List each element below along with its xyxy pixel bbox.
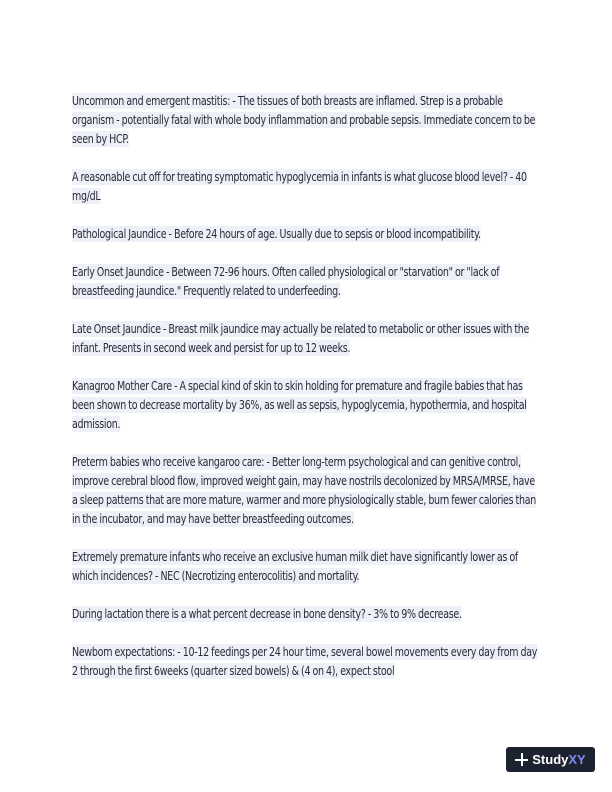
paragraph-text: Uncommon and emergent mastitis: - The tissues of both breasts are inflamed. Strep is a probable organism - potentially fatal with whole body inflammation and probable sepsis. Immediate concern to be seen by HCP.: [72, 94, 536, 147]
paragraph-text: Newborn expectations: - 10-12 feedings per 24 hour time, several bowel movements every day from day 2 through the first 6weeks (quarter sized bowels) & (4 on 4), expect stool: [72, 644, 538, 678]
paragraph-bone-density: [72, 605, 542, 624]
brand-text-xy: XY: [568, 752, 586, 767]
paragraph-newborn-expectations: [72, 643, 542, 681]
plus-icon: [515, 753, 528, 766]
paragraph-text: During lactation there is a what percent decrease in bone density? - 3% to 9% decrease.: [72, 606, 462, 621]
brand-text: [532, 752, 585, 767]
document-body: [72, 92, 542, 699]
paragraph-text: Kanagroo Mother Care - A special kind of skin to skin holding for premature and fragile babies that has been shown to decrease mortality by 36%, as well as sepsis, hypoglycemia, hypothermia, and hospital admission.: [72, 378, 527, 431]
paragraph-hypoglycemia: [72, 168, 542, 206]
paragraph-text: Early Onset Jaundice - Between 72-96 hours. Often called physiological or "starvation" or "lack of breastfeeding jaundice." Frequently related to underfeeding.: [72, 264, 500, 298]
paragraph-early-onset-jaundice: [72, 263, 542, 301]
paragraph-preterm-kangaroo-care: [72, 453, 542, 530]
paragraph-text: Extremely premature infants who receive an exclusive human milk diet have significantly lower as of which incidences? - NEC (Necrotizing enterocolitis) and mortality.: [72, 549, 518, 584]
paragraph-pathological-jaundice: [72, 225, 542, 244]
paragraph-kangaroo-mother-care: [72, 377, 542, 435]
brand-text-study: Study: [532, 752, 569, 767]
studyxy-badge[interactable]: [506, 747, 595, 772]
paragraph-late-onset-jaundice: [72, 320, 542, 358]
paragraph-text: Pathological Jaundice - Before 24 hours of age. Usually due to sepsis or blood incompatibility.: [72, 227, 481, 242]
paragraph-text: Preterm babies who receive kangaroo care: - Better long-term psychological and can genitive control, improve cerebral blood flow, improved weight gain, may have nostrils decolonized by MRSA/MRSE, have a sleep patterns that are more mature, warmer and more physiologically stable, burn fewer calories than in the incubator, and may have better breastfeeding outcomes.: [72, 454, 536, 527]
paragraph-text: Late Onset Jaundice - Breast milk jaundice may actually be related to metabolic or other issues with the infant. Presents in second week and persist for up to 12 weeks.: [72, 321, 530, 355]
paragraph-human-milk-diet: [72, 548, 542, 586]
paragraph-text: A reasonable cut off for treating symptomatic hypoglycemia in infants is what glucose blood level? - 40 mg/dL: [72, 170, 527, 204]
paragraph-mastitis: [72, 92, 542, 150]
